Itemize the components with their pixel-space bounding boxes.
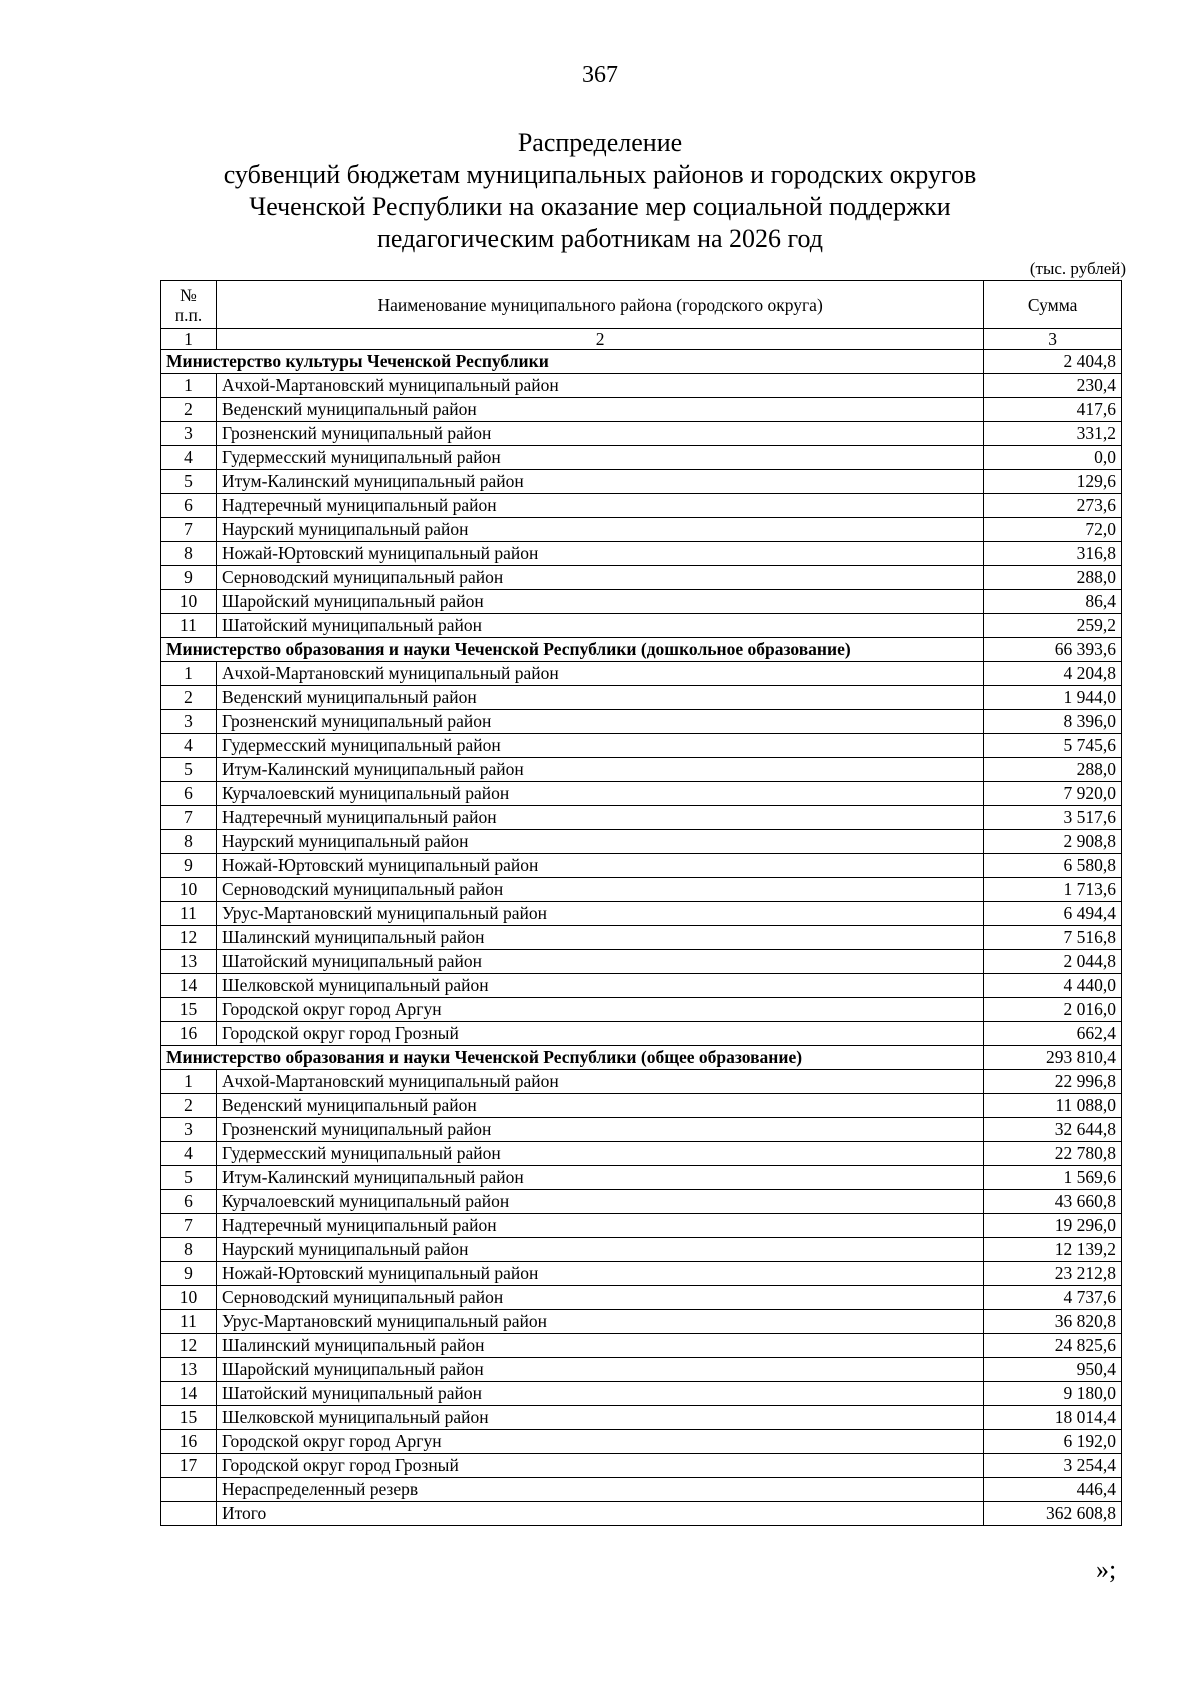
header-number: № п.п. (161, 281, 217, 329)
row-amount: 1 944,0 (984, 686, 1122, 710)
table-row (161, 446, 1122, 470)
column-index: 3 (984, 329, 1122, 350)
closing-quote-mark: »; (1096, 1555, 1117, 1584)
row-amount: 24 825,6 (984, 1334, 1122, 1358)
district-name: Городской округ город Аргун (216, 998, 983, 1022)
row-number: 4 (161, 734, 217, 758)
row-number: 16 (161, 1430, 217, 1454)
district-name: Итум-Калинский муниципальный район (216, 758, 983, 782)
district-name: Ножай-Юртовский муниципальный район (216, 1262, 983, 1286)
row-amount: 8 396,0 (984, 710, 1122, 734)
row-number (161, 1478, 217, 1502)
table-row (161, 398, 1122, 422)
table-row (161, 470, 1122, 494)
row-number: 15 (161, 998, 217, 1022)
row-amount: 6 494,4 (984, 902, 1122, 926)
table-row (161, 902, 1122, 926)
page-number: 367 (582, 62, 618, 88)
district-name: Веденский муниципальный район (216, 398, 983, 422)
table-row (161, 1286, 1122, 1310)
row-number: 9 (161, 566, 217, 590)
district-name: Шалинский муниципальный район (216, 926, 983, 950)
table-row (161, 830, 1122, 854)
row-amount: 32 644,8 (984, 1118, 1122, 1142)
row-amount: 43 660,8 (984, 1190, 1122, 1214)
row-amount: 2 044,8 (984, 950, 1122, 974)
row-number: 5 (161, 1166, 217, 1190)
table-row (161, 1382, 1122, 1406)
row-amount: 0,0 (984, 446, 1122, 470)
table-row (161, 710, 1122, 734)
row-number: 3 (161, 1118, 217, 1142)
table-row (161, 1262, 1122, 1286)
row-amount: 7 920,0 (984, 782, 1122, 806)
row-number: 7 (161, 806, 217, 830)
table-row (161, 422, 1122, 446)
title-line: Чеченской Республики на оказание мер социальной поддержки (249, 192, 951, 221)
table-row (161, 974, 1122, 998)
row-number: 12 (161, 1334, 217, 1358)
row-number: 6 (161, 494, 217, 518)
row-amount: 3 254,4 (984, 1454, 1122, 1478)
table-row (161, 1022, 1122, 1046)
section-row (161, 638, 1122, 662)
row-amount: 259,2 (984, 614, 1122, 638)
table-row (161, 542, 1122, 566)
row-number: 15 (161, 1406, 217, 1430)
row-amount: 3 517,6 (984, 806, 1122, 830)
row-amount: 23 212,8 (984, 1262, 1122, 1286)
table-row (161, 494, 1122, 518)
table-row (161, 566, 1122, 590)
table-row (161, 1310, 1122, 1334)
section-row (161, 350, 1122, 374)
row-amount: 36 820,8 (984, 1310, 1122, 1334)
row-number: 10 (161, 878, 217, 902)
row-amount: 12 139,2 (984, 1238, 1122, 1262)
district-name: Курчалоевский муниципальный район (216, 782, 983, 806)
row-number: 6 (161, 1190, 217, 1214)
table-header-row (161, 281, 1122, 329)
district-name: Гудермесский муниципальный район (216, 734, 983, 758)
table-row (161, 590, 1122, 614)
district-name: Курчалоевский муниципальный район (216, 1190, 983, 1214)
row-number: 11 (161, 1310, 217, 1334)
row-number: 9 (161, 1262, 217, 1286)
district-name: Итум-Калинский муниципальный район (216, 1166, 983, 1190)
district-name: Урус-Мартановский муниципальный район (216, 902, 983, 926)
row-number: 13 (161, 950, 217, 974)
table-row (161, 1454, 1122, 1478)
table-row (161, 758, 1122, 782)
column-index-row (161, 329, 1122, 350)
row-number: 11 (161, 614, 217, 638)
row-amount: 288,0 (984, 566, 1122, 590)
row-number: 1 (161, 662, 217, 686)
district-name: Шатойский муниципальный район (216, 614, 983, 638)
district-name: Серноводский муниципальный район (216, 878, 983, 902)
row-number: 16 (161, 1022, 217, 1046)
title-line: педагогическим работникам на 2026 год (376, 224, 824, 253)
row-amount: 4 737,6 (984, 1286, 1122, 1310)
footer-amount: 446,4 (984, 1478, 1122, 1502)
district-name: Шелковской муниципальный район (216, 1406, 983, 1430)
row-number: 2 (161, 686, 217, 710)
row-amount: 11 088,0 (984, 1094, 1122, 1118)
district-name: Гудермесский муниципальный район (216, 1142, 983, 1166)
row-amount: 4 204,8 (984, 662, 1122, 686)
section-total: 66 393,6 (984, 638, 1122, 662)
district-name: Наурский муниципальный район (216, 1238, 983, 1262)
table-row (161, 1190, 1122, 1214)
row-amount: 6 192,0 (984, 1430, 1122, 1454)
district-name: Шатойский муниципальный район (216, 1382, 983, 1406)
row-number: 8 (161, 542, 217, 566)
row-number: 3 (161, 710, 217, 734)
row-number: 9 (161, 854, 217, 878)
district-name: Ачхой-Мартановский муниципальный район (216, 662, 983, 686)
table-row (161, 998, 1122, 1022)
district-name: Надтеречный муниципальный район (216, 806, 983, 830)
row-amount: 22 996,8 (984, 1070, 1122, 1094)
district-name: Веденский муниципальный район (216, 1094, 983, 1118)
row-number: 14 (161, 1382, 217, 1406)
row-number: 10 (161, 590, 217, 614)
title-line: субвенций бюджетам муниципальных районов и городских округов (223, 160, 977, 189)
district-name: Городской округ город Грозный (216, 1454, 983, 1478)
row-amount: 9 180,0 (984, 1382, 1122, 1406)
table-row (161, 878, 1122, 902)
row-amount: 417,6 (984, 398, 1122, 422)
row-number: 8 (161, 830, 217, 854)
row-amount: 18 014,4 (984, 1406, 1122, 1430)
row-number: 17 (161, 1454, 217, 1478)
row-number: 13 (161, 1358, 217, 1382)
row-number: 12 (161, 926, 217, 950)
row-number: 11 (161, 902, 217, 926)
district-name: Шаройский муниципальный район (216, 1358, 983, 1382)
table-row (161, 1214, 1122, 1238)
row-number: 8 (161, 1238, 217, 1262)
table-row (161, 662, 1122, 686)
table-row (161, 1070, 1122, 1094)
table-row (161, 950, 1122, 974)
table-row (161, 806, 1122, 830)
district-name: Наурский муниципальный район (216, 830, 983, 854)
section-row (161, 1046, 1122, 1070)
row-amount: 316,8 (984, 542, 1122, 566)
table-row (161, 854, 1122, 878)
table-row (161, 1358, 1122, 1382)
table-row (161, 1430, 1122, 1454)
row-number: 2 (161, 398, 217, 422)
district-name: Надтеречный муниципальный район (216, 494, 983, 518)
subvention-table (160, 280, 1122, 1526)
row-amount: 230,4 (984, 374, 1122, 398)
table-row (161, 1118, 1122, 1142)
row-amount: 5 745,6 (984, 734, 1122, 758)
table-row (161, 374, 1122, 398)
title-line: Распределение (517, 128, 683, 157)
footer-label: Итого (216, 1502, 983, 1526)
header-name: Наименование муниципального района (городского округа) (216, 281, 983, 329)
district-name: Городской округ город Аргун (216, 1430, 983, 1454)
row-amount: 19 296,0 (984, 1214, 1122, 1238)
district-name: Шаройский муниципальный район (216, 590, 983, 614)
row-amount: 2 016,0 (984, 998, 1122, 1022)
row-amount: 288,0 (984, 758, 1122, 782)
row-amount: 1 713,6 (984, 878, 1122, 902)
district-name: Серноводский муниципальный район (216, 1286, 983, 1310)
district-name: Итум-Калинский муниципальный район (216, 470, 983, 494)
row-amount: 662,4 (984, 1022, 1122, 1046)
table-row (161, 1142, 1122, 1166)
table-row (161, 1406, 1122, 1430)
row-amount: 1 569,6 (984, 1166, 1122, 1190)
row-amount: 72,0 (984, 518, 1122, 542)
district-name: Шатойский муниципальный район (216, 950, 983, 974)
district-name: Наурский муниципальный район (216, 518, 983, 542)
row-amount: 950,4 (984, 1358, 1122, 1382)
table-row (161, 686, 1122, 710)
row-number: 3 (161, 422, 217, 446)
row-number: 5 (161, 470, 217, 494)
row-number: 14 (161, 974, 217, 998)
row-amount: 2 908,8 (984, 830, 1122, 854)
row-amount: 6 580,8 (984, 854, 1122, 878)
district-name: Грозненский муниципальный район (216, 710, 983, 734)
document-title (0, 127, 1200, 255)
section-total: 2 404,8 (984, 350, 1122, 374)
footer-row (161, 1502, 1122, 1526)
row-number: 7 (161, 1214, 217, 1238)
district-name: Ачхой-Мартановский муниципальный район (216, 1070, 983, 1094)
district-name: Шелковской муниципальный район (216, 974, 983, 998)
row-amount: 4 440,0 (984, 974, 1122, 998)
section-total: 293 810,4 (984, 1046, 1122, 1070)
row-amount: 273,6 (984, 494, 1122, 518)
table-row (161, 1166, 1122, 1190)
district-name: Гудермесский муниципальный район (216, 446, 983, 470)
table-row (161, 614, 1122, 638)
district-name: Городской округ город Грозный (216, 1022, 983, 1046)
row-number: 5 (161, 758, 217, 782)
row-number: 2 (161, 1094, 217, 1118)
row-number: 6 (161, 782, 217, 806)
row-number: 1 (161, 374, 217, 398)
row-amount: 7 516,8 (984, 926, 1122, 950)
district-name: Веденский муниципальный район (216, 686, 983, 710)
table-row (161, 1094, 1122, 1118)
district-name: Грозненский муниципальный район (216, 1118, 983, 1142)
header-amount: Сумма (984, 281, 1122, 329)
district-name: Ачхой-Мартановский муниципальный район (216, 374, 983, 398)
section-title: Министерство образования и науки Чеченской Республики (дошкольное образование) (161, 638, 984, 662)
section-title: Министерство образования и науки Чеченской Республики (общее образование) (161, 1046, 984, 1070)
column-index: 2 (216, 329, 983, 350)
district-name: Серноводский муниципальный район (216, 566, 983, 590)
column-index: 1 (161, 329, 217, 350)
footer-label: Нераспределенный резерв (216, 1478, 983, 1502)
row-amount: 331,2 (984, 422, 1122, 446)
table-row (161, 1238, 1122, 1262)
district-name: Ножай-Юртовский муниципальный район (216, 542, 983, 566)
section-title: Министерство культуры Чеченской Республики (161, 350, 984, 374)
table-row (161, 518, 1122, 542)
units-label: (тыс. рублей) (1029, 259, 1126, 278)
row-number: 10 (161, 1286, 217, 1310)
district-name: Грозненский муниципальный район (216, 422, 983, 446)
row-number: 4 (161, 446, 217, 470)
row-number: 4 (161, 1142, 217, 1166)
district-name: Шалинский муниципальный район (216, 1334, 983, 1358)
district-name: Ножай-Юртовский муниципальный район (216, 854, 983, 878)
table-row (161, 926, 1122, 950)
row-number (161, 1502, 217, 1526)
table-row (161, 782, 1122, 806)
district-name: Надтеречный муниципальный район (216, 1214, 983, 1238)
table-row (161, 1334, 1122, 1358)
row-amount: 86,4 (984, 590, 1122, 614)
row-amount: 22 780,8 (984, 1142, 1122, 1166)
row-amount: 129,6 (984, 470, 1122, 494)
row-number: 7 (161, 518, 217, 542)
footer-row (161, 1478, 1122, 1502)
district-name: Урус-Мартановский муниципальный район (216, 1310, 983, 1334)
row-number: 1 (161, 1070, 217, 1094)
footer-amount: 362 608,8 (984, 1502, 1122, 1526)
table-row (161, 734, 1122, 758)
